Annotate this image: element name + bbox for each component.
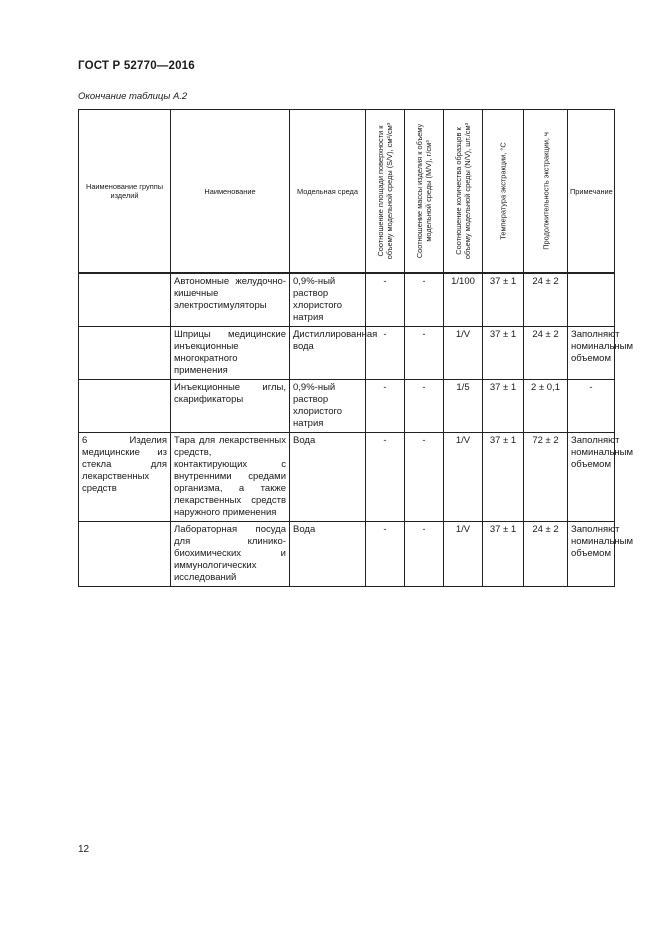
cell-medium: 0,9%-ный раствор хлористого натрия <box>290 273 366 327</box>
cell-note: - <box>568 380 615 433</box>
cell-nv: 1/100 <box>444 273 483 327</box>
cell-time: 24 ± 2 <box>524 522 568 587</box>
cell-sv: - <box>366 327 405 380</box>
header-temperature <box>483 110 524 274</box>
table-header-row <box>79 110 615 274</box>
cell-temp: 37 ± 1 <box>483 327 524 380</box>
header-mass-ratio-text: Соотношение массы изделия к объему модельной среды (M/V), г/см³ <box>415 123 433 259</box>
cell-mv: - <box>405 380 444 433</box>
table-a2 <box>78 109 633 587</box>
cell-group <box>79 327 171 380</box>
cell-group <box>79 522 171 587</box>
page-number: 12 <box>78 844 90 855</box>
header-count-ratio-text: Соотношение количества образцов к объему модельной среды (N/V), шт./см³ <box>454 122 472 260</box>
table-row <box>79 327 615 380</box>
header-surface-ratio-text: Соотношение площади поверхности к объему модельной среды (S/V), см²/см³ <box>376 122 394 260</box>
cell-temp: 37 ± 1 <box>483 433 524 522</box>
cell-temp: 37 ± 1 <box>483 380 524 433</box>
cell-temp: 37 ± 1 <box>483 522 524 587</box>
header-duration-text: Продолжительность экстракции, ч <box>541 132 550 250</box>
table-row <box>79 273 615 327</box>
cell-sv: - <box>366 522 405 587</box>
cell-name: Автономные желудочно-кишечные электростимуляторы <box>171 273 290 327</box>
cell-mv: - <box>405 522 444 587</box>
cell-name: Шприцы медицинские инъекционные многократного применения <box>171 327 290 380</box>
header-count-ratio <box>444 110 483 274</box>
header-name: Наименование <box>171 110 290 274</box>
cell-medium: Дистиллированная вода <box>290 327 366 380</box>
cell-group <box>79 380 171 433</box>
cell-mv: - <box>405 433 444 522</box>
table-row <box>79 433 615 522</box>
standard-title: ГОСТ Р 52770—2016 <box>78 60 195 72</box>
cell-medium: Вода <box>290 522 366 587</box>
header-medium: Модельная среда <box>290 110 366 274</box>
cell-name: Тара для лекарственных средств, контактирующих с внутренними средами организма, а также лекарственных средств наружного применения <box>171 433 290 522</box>
cell-nv: 1/V <box>444 433 483 522</box>
header-mass-ratio <box>405 110 444 274</box>
cell-medium: 0,9%-ный раствор хлористого натрия <box>290 380 366 433</box>
cell-name: Лабораторная посуда для клинико-биохимических и иммунологических исследований <box>171 522 290 587</box>
cell-sv: - <box>366 273 405 327</box>
cell-name: Инъекционные иглы, скарификаторы <box>171 380 290 433</box>
table-row <box>79 522 615 587</box>
cell-mv: - <box>405 273 444 327</box>
cell-mv: - <box>405 327 444 380</box>
cell-group: 6 Изделия медицинские из стекла для лекарственных средств <box>79 433 171 522</box>
cell-note: Заполняют номинальным объемом <box>568 433 615 522</box>
header-temperature-text: Температура экстракции, °С <box>498 142 508 240</box>
cell-nv: 1/5 <box>444 380 483 433</box>
cell-sv: - <box>366 380 405 433</box>
cell-note <box>568 273 615 327</box>
cell-sv: - <box>366 433 405 522</box>
table-caption: Окончание таблицы А.2 <box>78 91 188 102</box>
cell-group <box>79 273 171 327</box>
cell-medium: Вода <box>290 433 366 522</box>
table-row <box>79 380 615 433</box>
cell-note: Заполняют номинальным объемом <box>568 522 615 587</box>
cell-time: 24 ± 2 <box>524 273 568 327</box>
header-note: Примечание <box>568 110 615 274</box>
cell-nv: 1/V <box>444 327 483 380</box>
cell-time: 2 ± 0,1 <box>524 380 568 433</box>
header-surface-ratio <box>366 110 405 274</box>
header-duration <box>524 110 568 274</box>
cell-note: Заполняют номинальным объемом <box>568 327 615 380</box>
header-group: Наименование группы изделий <box>79 110 171 274</box>
cell-time: 24 ± 2 <box>524 327 568 380</box>
cell-nv: 1/V <box>444 522 483 587</box>
cell-temp: 37 ± 1 <box>483 273 524 327</box>
cell-time: 72 ± 2 <box>524 433 568 522</box>
